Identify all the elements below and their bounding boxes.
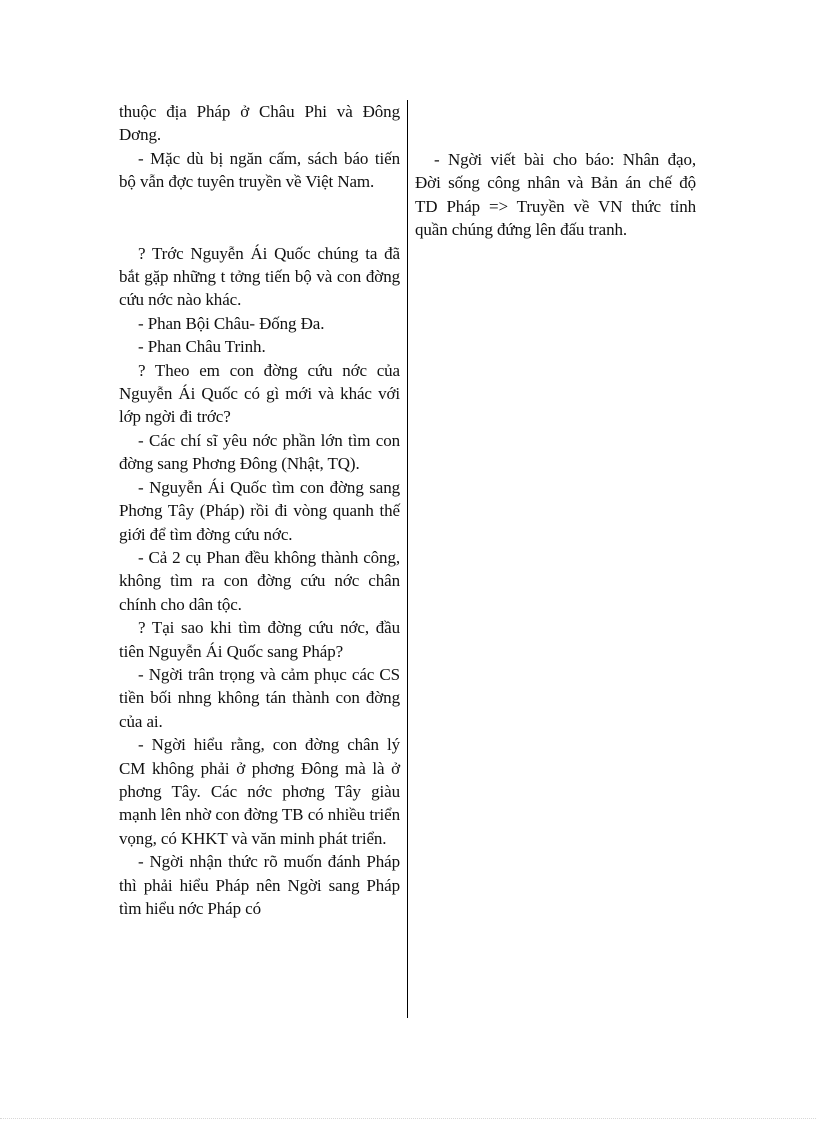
paragraph: - Phan Bội Châu- Đống Đa. bbox=[138, 313, 325, 333]
question-paragraph: ? Theo em con đờng cứu nớc của Nguyễn Ái Quốc có gì mới và khác với lớp ngời đi trớc? bbox=[119, 360, 400, 427]
right-column bbox=[415, 148, 696, 242]
column-divider bbox=[407, 100, 408, 1018]
paragraph: - Ngời viết bài cho báo: Nhân đạo, Đời sống công nhân và Bản án chế độ TD Pháp => Truyền về VN thức tỉnh quần chúng đứng lên đấu tranh. bbox=[415, 150, 696, 240]
paragraph: - Mặc dù bị ngăn cấm, sách báo tiến bộ vẫn đợc tuyên truyền về Việt Nam. bbox=[119, 148, 400, 192]
paragraph: - Cả 2 cụ Phan đều không thành công, không tìm ra con đờng cứu nớc chân chính cho dân tộc. bbox=[119, 547, 400, 614]
page-bottom-rule bbox=[0, 1118, 816, 1119]
paragraph: - Các chí sĩ yêu nớc phần lớn tìm con đờng sang Phơng Đông (Nhật, TQ). bbox=[119, 430, 400, 474]
paragraph: - Phan Châu Trinh. bbox=[138, 337, 266, 357]
paragraph: thuộc địa Pháp ở Châu Phi và Đông Dơng. bbox=[119, 102, 400, 145]
paragraph: - Ngời trân trọng và cảm phục các CS tiền bối nhng không tán thành con đờng của ai. bbox=[119, 664, 400, 731]
left-column bbox=[119, 100, 400, 920]
paragraph: - Ngời nhận thức rõ muốn đánh Pháp thì phải hiểu Pháp nên Ngời sang Pháp tìm hiểu nớc Pháp có bbox=[119, 852, 400, 918]
question-paragraph: ? Trớc Nguyễn Ái Quốc chúng ta đã bắt gặp những t tởng tiến bộ và con đờng cứu nớc nào khác. bbox=[119, 243, 400, 310]
paragraph: - Ngời hiểu rằng, con đờng chân lý CM không phải ở phơng Đông mà là ở phơng Tây. Các nớc phơng Tây giàu mạnh lên nhờ con đờng TB có nhiều triển vọng, có KHKT và văn minh phát triển. bbox=[119, 735, 400, 848]
question-paragraph: ? Tại sao khi tìm đờng cứu nớc, đầu tiên Nguyễn Ái Quốc sang Pháp? bbox=[119, 618, 400, 661]
paragraph: - Nguyễn Ái Quốc tìm con đờng sang Phơng Tây (Pháp) rồi đi vòng quanh thế giới để tìm đờng cứu nớc. bbox=[119, 477, 400, 544]
